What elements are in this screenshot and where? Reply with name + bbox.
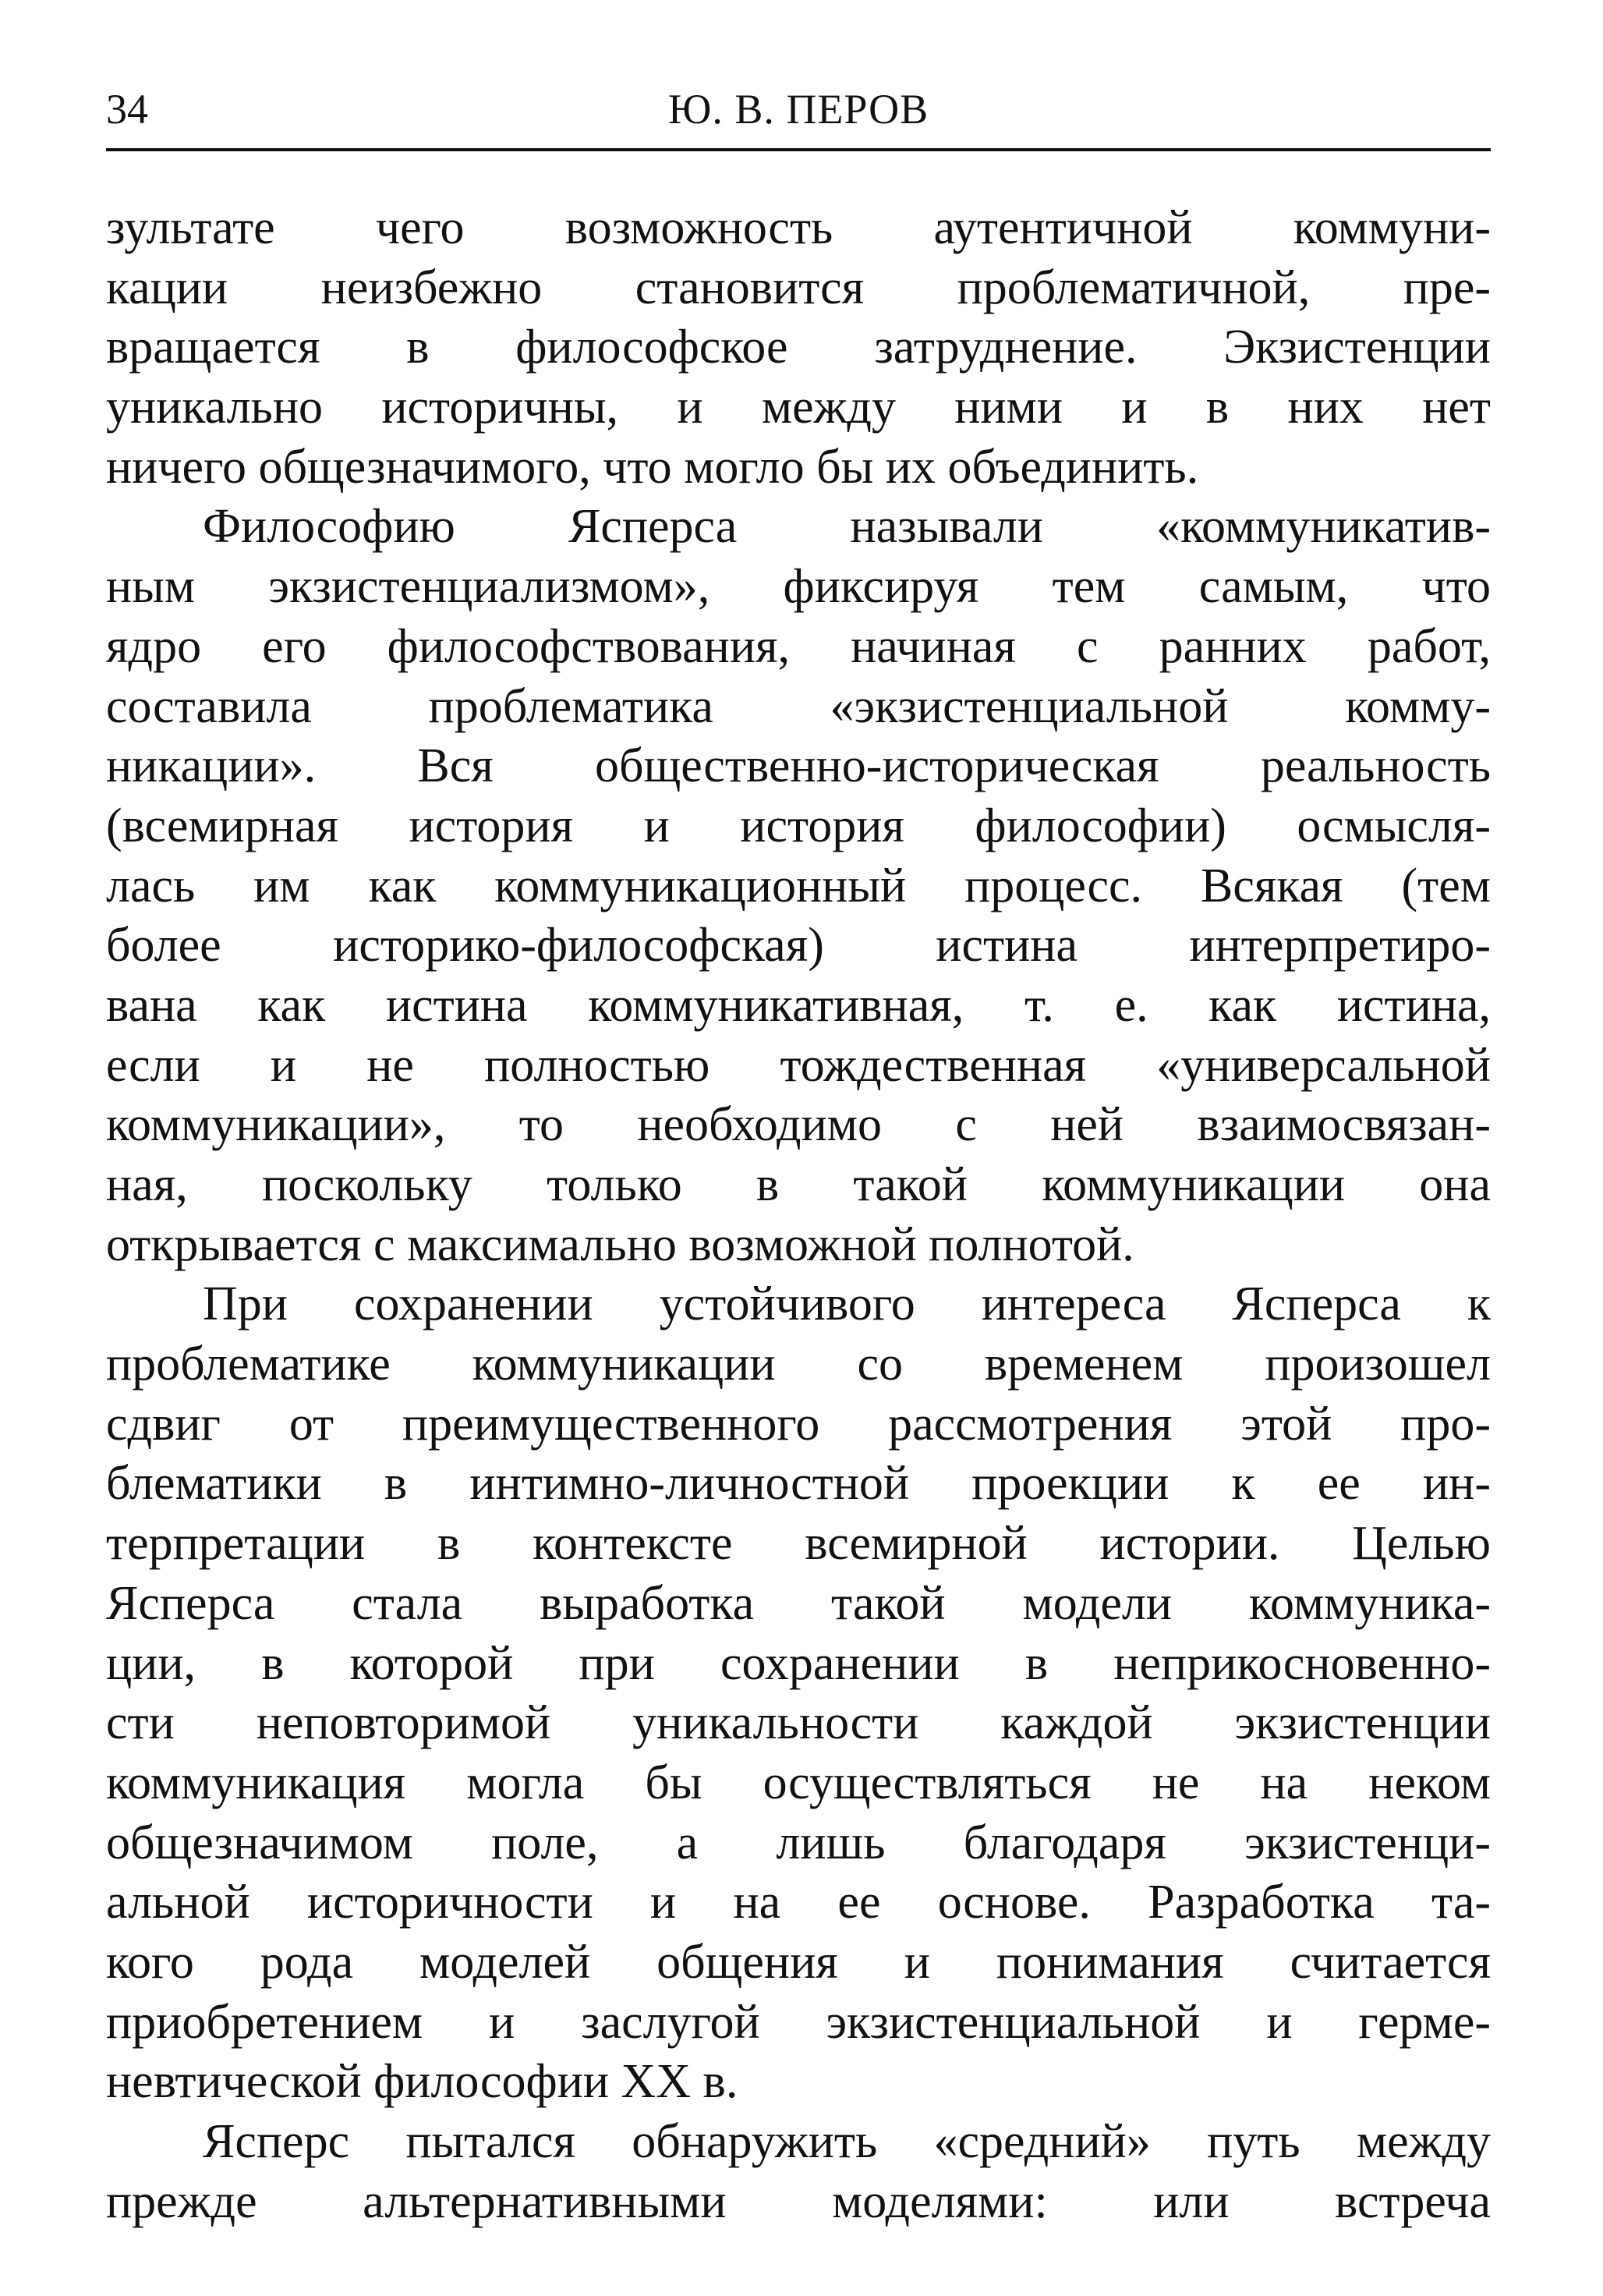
text-line: сдвиг от преимущественного рассмотрения этой про-	[106, 1397, 1491, 1451]
text-line: Ясперс пытался обнаружить «средний» путь между	[203, 2115, 1491, 2168]
text-line: ции, в которой при сохранении в неприкосновенно-	[106, 1636, 1491, 1690]
text-line: лась им как коммуникационный процесс. Всякая (тем	[106, 859, 1491, 912]
text-line: вращается в философское затруднение. Экзистенции	[106, 321, 1491, 374]
text-line: если и не полностью тождественная «универсальной	[106, 1038, 1491, 1092]
paragraph	[106, 198, 1491, 497]
paragraph	[106, 2112, 1491, 2231]
text-line: сти неповторимой уникальности каждой экзистенции	[106, 1696, 1491, 1750]
text-line: ядро его философствования, начиная с ранних работ,	[106, 619, 1491, 673]
paragraph	[106, 497, 1491, 1274]
text-line: ная, поскольку только в такой коммуникации она	[106, 1158, 1491, 1211]
text-line: приобретением и заслугой экзистенциальной и герме-	[106, 1995, 1491, 2049]
text-line: более историко-философская) истина интерпретиро-	[106, 919, 1491, 973]
text-line: открывается с максимально возможной полнотой.	[106, 1217, 1134, 1271]
running-head-title: Ю. В. ПЕРОВ	[667, 86, 929, 133]
text-line: кации неизбежно становится проблематичной, пре-	[106, 260, 1491, 314]
text-line: Ясперса стала выработка такой модели коммуника-	[106, 1576, 1491, 1630]
text-line: блематики в интимно-личностной проекции к ее ин-	[106, 1457, 1491, 1511]
text-line: При сохранении устойчивого интереса Ясперса к	[203, 1277, 1491, 1331]
text-line: общезначимом поле, а лишь благодаря экзистенци-	[106, 1816, 1491, 1869]
text-line: (всемирная история и история философии) осмысля-	[106, 799, 1491, 852]
paragraph	[106, 1274, 1491, 2112]
text-line: кого рода моделей общения и понимания считается	[106, 1935, 1491, 1989]
text-line: прежде альтернативными моделями: или встреча	[106, 2174, 1491, 2228]
running-head	[106, 76, 1491, 151]
text-line: терпретации в контексте всемирной истории. Целью	[106, 1517, 1491, 1571]
page-number: 34	[106, 86, 148, 133]
text-line: невтической философии XX в.	[106, 2055, 738, 2109]
text-line: вана как истина коммуникативная, т. е. как истина,	[106, 978, 1491, 1032]
body-text	[106, 198, 1491, 2231]
text-line: ничего общезначимого, что могло бы их объединить.	[106, 440, 1199, 494]
text-line: проблематике коммуникации со временем произошел	[106, 1338, 1491, 1391]
text-line: Философию Ясперса называли «коммуникатив-	[203, 500, 1491, 554]
text-line: никации». Вся общественно-историческая реальность	[106, 739, 1491, 793]
text-line: коммуникация могла бы осуществляться не на неком	[106, 1756, 1491, 1809]
text-line: ным экзистенциализмом», фиксируя тем самым, что	[106, 560, 1491, 614]
text-line: составила проблематика «экзистенциальной комму-	[106, 679, 1491, 733]
text-line: зультате чего возможность аутентичной коммуни-	[106, 201, 1491, 254]
text-line: коммуникации», то необходимо с ней взаимосвязан-	[106, 1098, 1491, 1152]
text-line: альной историчности и на ее основе. Разработка та-	[106, 1876, 1491, 1929]
text-line: уникально историчны, и между ними и в них нет	[106, 381, 1491, 434]
